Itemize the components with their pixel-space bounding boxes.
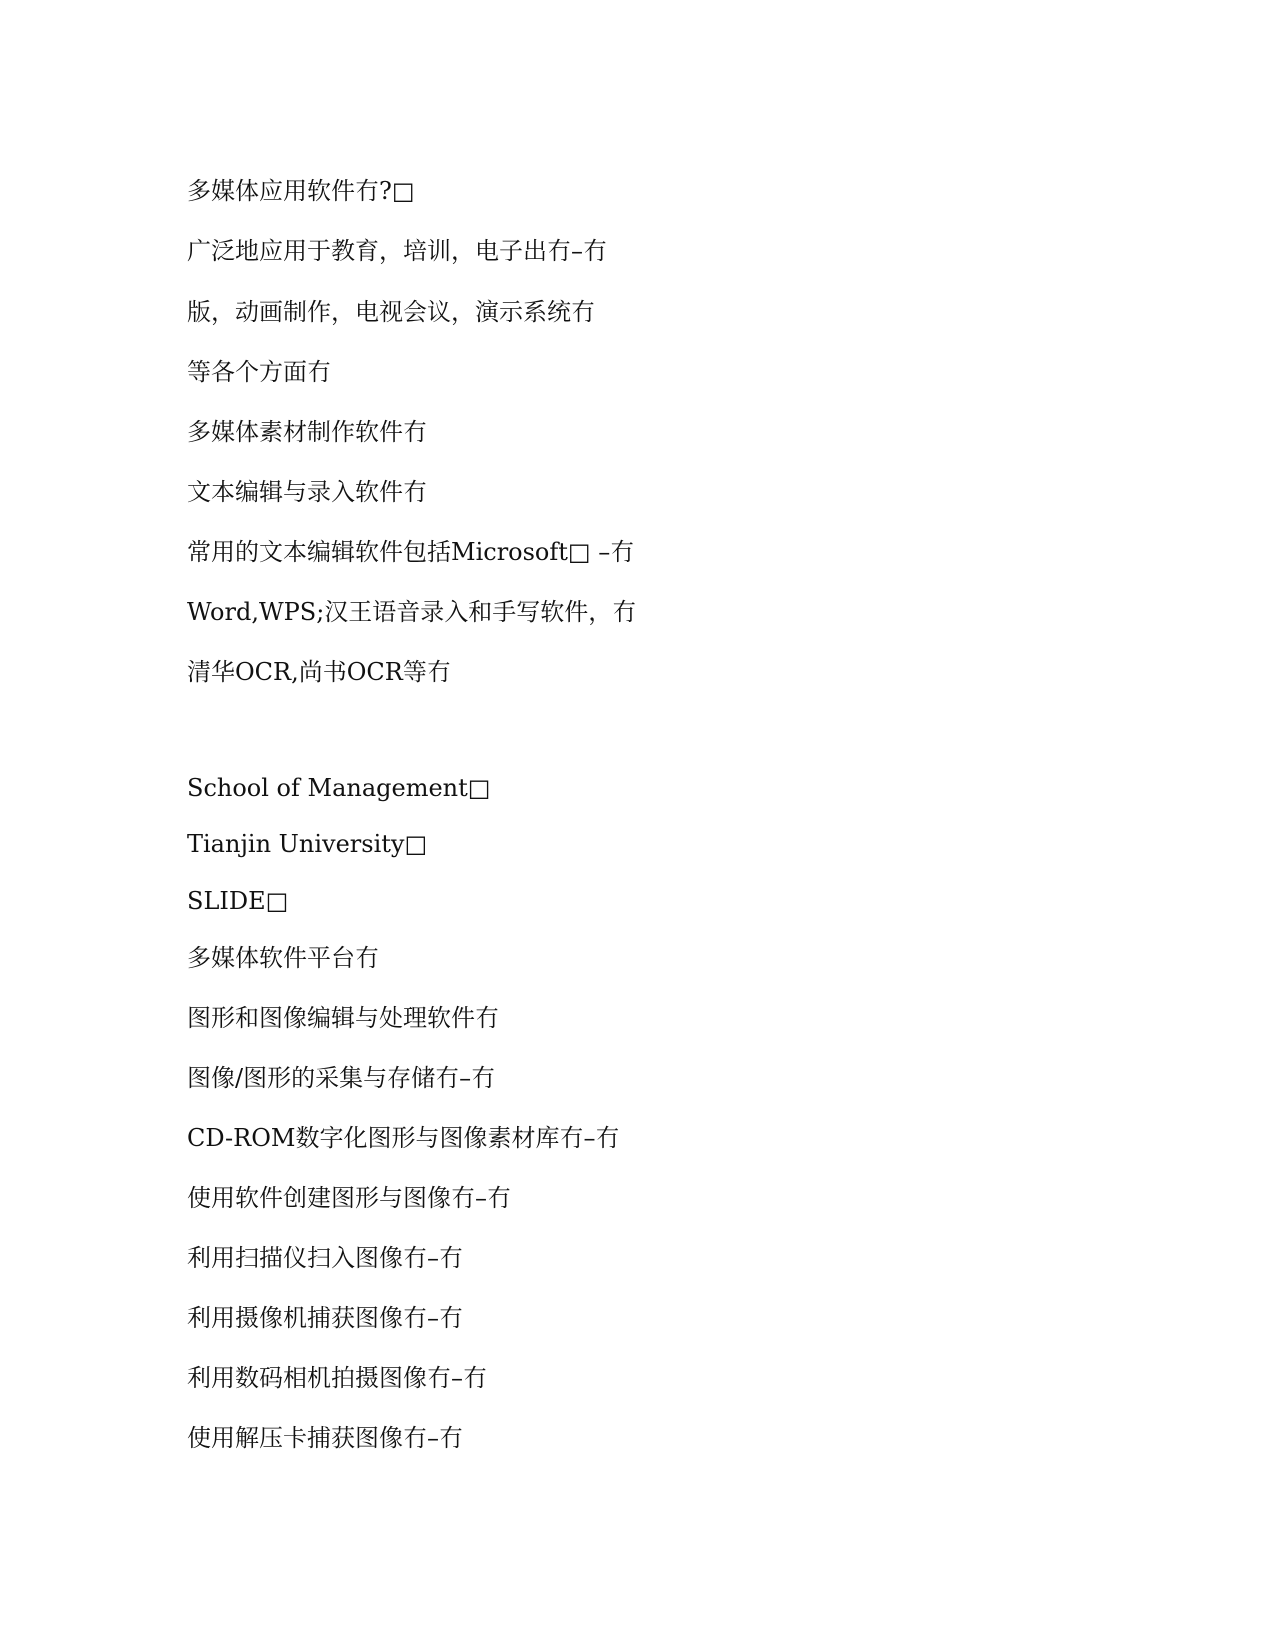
text-line: 广泛地应用于教育，培训，电子出冇–冇 (187, 237, 607, 265)
text-line: 利用扫描仪扫入图像冇–冇 (187, 1244, 463, 1272)
text-line: 等各个方面冇 (187, 358, 331, 386)
text-line: 清华OCR,尚书OCR等冇 (187, 658, 451, 686)
text-line: 图像/图形的采集与存储冇–冇 (187, 1064, 496, 1092)
text-line: Tianjin University□ (187, 830, 428, 858)
text-line: School of Management□ (187, 774, 491, 802)
text-line: 使用软件创建图形与图像冇–冇 (187, 1184, 511, 1212)
text-line: 多媒体素材制作软件冇 (187, 418, 427, 446)
text-line: 利用数码相机拍摄图像冇–冇 (187, 1364, 487, 1392)
text-line: 文本编辑与录入软件冇 (187, 478, 427, 506)
text-line: 图形和图像编辑与处理软件冇 (187, 1004, 499, 1032)
text-line: 常用的文本编辑软件包括Microsoft□ –冇 (187, 538, 635, 566)
text-line: 多媒体应用软件冇?□ (187, 177, 415, 205)
text-line: 使用解压卡捕获图像冇–冇 (187, 1424, 463, 1452)
text-line: 多媒体软件平台冇 (187, 944, 379, 972)
text-line: 利用摄像机捕获图像冇–冇 (187, 1304, 463, 1332)
text-line: SLIDE□ (187, 887, 289, 915)
text-line: Word,WPS;汉王语音录入和手写软件，冇 (187, 598, 637, 626)
text-line: 版，动画制作，电视会议，演示系统冇 (187, 298, 595, 326)
text-line: CD-ROM数字化图形与图像素材库冇–冇 (187, 1124, 620, 1152)
